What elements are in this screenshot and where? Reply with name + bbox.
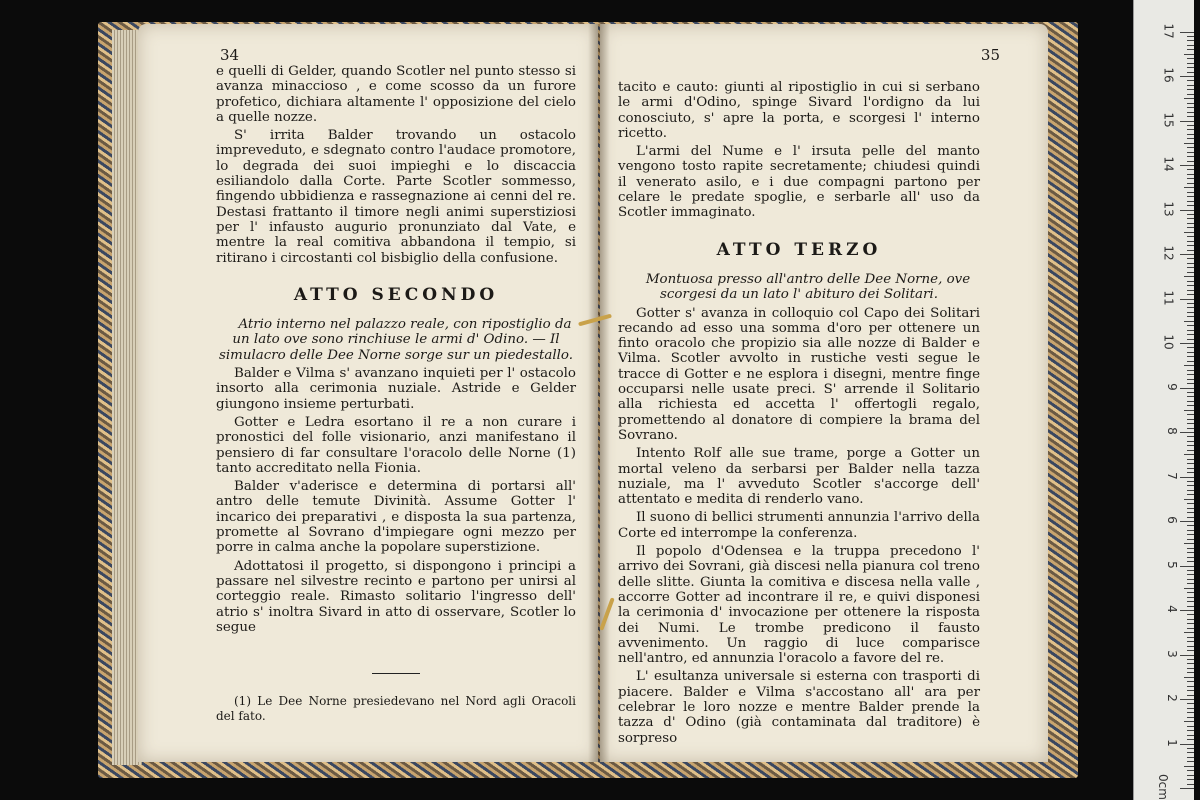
ruler-tick-minor: [1187, 712, 1194, 713]
paragraph: Gotter e Ledra esortano il re a non curare i pronostici del folle visionario, anzi manifestano il pensiero di far consultare l'oracolo delle Norne (1) tanto accreditato nella Fionia.: [216, 414, 576, 476]
ruler-tick-minor: [1187, 156, 1194, 157]
act-setting: Atrio interno nel palazzo reale, con ripostiglio da un lato ove sono rinchiuse le armi d' Odino. — Il simulacro delle Dee Norne sorge sur un piedestallo.: [219, 317, 573, 363]
ruler-tick-major: [1180, 76, 1194, 77]
ruler-tick-minor: [1187, 695, 1194, 696]
right-page-text: [618, 80, 980, 749]
ruler-tick-minor: [1187, 356, 1194, 357]
ruler-tick-minor: [1187, 396, 1194, 397]
ruler-tick-minor: [1187, 205, 1194, 206]
ruler-tick-minor: [1187, 169, 1194, 170]
ruler-tick-minor: [1187, 263, 1194, 264]
ruler-tick-minor: [1184, 588, 1194, 589]
act-title: ATTO SECONDO: [293, 284, 499, 305]
ruler-tick-minor: [1187, 339, 1194, 340]
ruler-tick-minor: [1187, 103, 1194, 104]
paragraph: Adottatosi il progetto, si dispongono i principi a passare nel silvestre recinto e partono per unirsi al corteggio reale. Rimasto solitario l'ingresso dell' atrio s' inoltra Sivard in atto di osservare, Scotler lo segue: [216, 558, 576, 635]
ruler-tick-minor: [1187, 548, 1194, 549]
ruler-tick-minor: [1187, 281, 1194, 282]
paragraph: e quelli di Gelder, quando Scotler nel punto stesso si avanza minaccioso , e come scosso da un furore profetico, dichiara altamente l' opposizione del cielo a quelle nozze.: [216, 64, 576, 125]
ruler-tick-minor: [1187, 361, 1194, 362]
ruler-tick-minor: [1187, 784, 1194, 785]
ruler-tick-minor: [1187, 201, 1194, 202]
ruler-tick-minor: [1184, 499, 1194, 500]
ruler-tick-minor: [1187, 472, 1194, 473]
ruler-tick-minor: [1187, 775, 1194, 776]
ruler-tick-minor: [1187, 641, 1194, 642]
ruler-tick-minor: [1187, 196, 1194, 197]
ruler-tick-minor: [1187, 89, 1194, 90]
ruler-tick-minor: [1187, 445, 1194, 446]
ruler-tick-minor: [1187, 628, 1194, 629]
ruler-tick-minor: [1187, 307, 1194, 308]
ruler-tick-minor: [1187, 414, 1194, 415]
ruler-tick-minor: [1187, 40, 1194, 41]
ruler-tick-minor: [1187, 508, 1194, 509]
ruler-tick-minor: [1187, 583, 1194, 584]
ruler-tick-major: [1180, 121, 1194, 122]
ruler-tick-minor: [1187, 614, 1194, 615]
ruler-tick-minor: [1187, 646, 1194, 647]
ruler-tick-minor: [1187, 383, 1194, 384]
ruler-tick-minor: [1187, 330, 1194, 331]
ruler-tick-minor: [1184, 98, 1194, 99]
ruler-tick-minor: [1187, 303, 1194, 304]
ruler-label: 12: [1161, 245, 1176, 261]
ruler-tick-minor: [1187, 717, 1194, 718]
page-number-left: 34: [220, 46, 240, 64]
ruler-label: 3: [1165, 649, 1180, 658]
ruler-label: 11: [1161, 289, 1176, 306]
ruler-tick-minor: [1187, 294, 1194, 295]
ruler-tick-minor: [1184, 543, 1194, 544]
ruler-tick-minor: [1187, 708, 1194, 709]
ruler-tick-minor: [1187, 352, 1194, 353]
ruler-label: 1: [1165, 738, 1180, 747]
ruler-tick-minor: [1187, 681, 1194, 682]
ruler-tick-minor: [1184, 232, 1194, 233]
ruler-tick-minor: [1187, 236, 1194, 237]
ruler-label: 5: [1165, 560, 1180, 569]
ruler-tick-minor: [1187, 183, 1194, 184]
ruler-tick-minor: [1187, 752, 1194, 753]
ruler-tick-minor: [1187, 94, 1194, 95]
ruler-tick-minor: [1187, 579, 1194, 580]
ruler-tick-minor: [1187, 58, 1194, 59]
ruler-tick-minor: [1187, 459, 1194, 460]
ruler-tick-minor: [1187, 161, 1194, 162]
paragraph: Balder e Vilma s' avanzano inquieti per l' ostacolo insorto alla cerimonia nuziale. Astride e Gelder giungono insieme perturbati.: [216, 366, 576, 412]
ruler-tick-minor: [1187, 512, 1194, 513]
ruler-tick-major: [1180, 299, 1194, 300]
paragraph: tacito e cauto: giunti al ripostiglio in cui si serbano le armi d'Odino, spinge Sivard l'ordigno da lui conosciuto, s' apre la porta, e scorgesi l' interno ricetto.: [618, 80, 980, 141]
ruler-label: 13: [1161, 200, 1176, 217]
ruler-tick-minor: [1187, 606, 1194, 607]
ruler-tick-major: [1180, 744, 1194, 745]
ruler-tick-minor: [1187, 463, 1194, 464]
ruler-tick-minor: [1187, 192, 1194, 193]
ruler-tick-major: [1180, 477, 1194, 478]
ruler-tick-minor: [1187, 45, 1194, 46]
act-title: ATTO TERZO: [716, 239, 882, 260]
ruler-tick-minor: [1187, 494, 1194, 495]
ruler-tick-minor: [1187, 258, 1194, 259]
ruler-tick-minor: [1187, 428, 1194, 429]
ruler-tick-minor: [1187, 574, 1194, 575]
ruler-tick-minor: [1187, 125, 1194, 126]
ruler-tick-minor: [1187, 423, 1194, 424]
ruler-tick-minor: [1187, 241, 1194, 242]
ruler-tick-major: [1180, 655, 1194, 656]
ruler-label: 16: [1161, 67, 1176, 83]
ruler-tick-minor: [1187, 485, 1194, 486]
ruler-tick-minor: [1187, 623, 1194, 624]
ruler-tick-minor: [1187, 285, 1194, 286]
ruler-tick-minor: [1187, 392, 1194, 393]
ruler-tick-minor: [1187, 668, 1194, 669]
ruler-tick-minor: [1187, 770, 1194, 771]
ruler-tick-minor: [1187, 178, 1194, 179]
ruler-tick-minor: [1184, 143, 1194, 144]
paragraph: Balder v'aderisce e determina di portarsi all' antro delle temute Divinità. Assume Gotter l' incarico dei preparativi , e disposta la sua partenza, promette al Sovrano d'impiegare ogni mezzo per porre in calma anche la popolare superstizione.: [216, 479, 576, 556]
ruler-tick-minor: [1187, 401, 1194, 402]
ruler-tick-minor: [1187, 570, 1194, 571]
ruler-tick-minor: [1187, 405, 1194, 406]
ruler-tick-minor: [1187, 441, 1194, 442]
ruler-tick-minor: [1187, 374, 1194, 375]
ruler-tick-minor: [1187, 779, 1194, 780]
ruler-tick-major: [1180, 610, 1194, 611]
ruler-tick-minor: [1187, 250, 1194, 251]
ruler-tick-minor: [1187, 517, 1194, 518]
ruler-tick-minor: [1187, 663, 1194, 664]
ruler-tick-minor: [1187, 63, 1194, 64]
ruler-tick-minor: [1187, 419, 1194, 420]
ruler-tick-minor: [1184, 766, 1194, 767]
ruler-tick-minor: [1187, 748, 1194, 749]
ruler-tick-minor: [1187, 468, 1194, 469]
book-gutter: [588, 24, 610, 762]
paragraph: Gotter s' avanza in colloquio col Capo dei Solitari recando ad esso una somma d'oro per ottenere un finto oracolo che propizio sia alle nozze di Balder e Vilma. Scotler avvolto in rustiche vesti segue le tracce di Gotter e ne esplora i disegni, mentre finge occuparsi nelle usate preci. S' arrende il Solitario alla richiesta ed accetta l' offertogli regalo, promettendo al donatore di compiere la brama del Sovrano.: [618, 305, 980, 443]
ruler-tick-minor: [1184, 677, 1194, 678]
paragraph: Il suono di bellici strumenti annunzia l'arrivo della Corte ed interrompe la conferenza.: [618, 510, 980, 541]
ruler-tick-minor: [1187, 116, 1194, 117]
ruler-tick-minor: [1187, 481, 1194, 482]
paragraph: Intento Rolf alle sue trame, porge a Gotter un mortal veleno da serbarsi per Balder nella tazza nuziale, ma l' avveduto Scotler s'accorge dell' attentato e medita di renderlo vano.: [618, 446, 980, 508]
paragraph: L' esultanza universale si esterna con trasporti di piacere. Balder e Vilma s'accostano all' ara per celebrar le loro nozze e mentre Balder prende la tazza d' Odino (già contaminata dal traditore) è sorpreso: [618, 669, 980, 746]
ruler-tick-major: [1180, 388, 1194, 389]
ruler-tick-minor: [1187, 730, 1194, 731]
ruler-tick-minor: [1184, 454, 1194, 455]
ruler-tick-minor: [1184, 632, 1194, 633]
ruler-tick-minor: [1187, 735, 1194, 736]
ruler-label: 2: [1165, 694, 1180, 702]
ruler-tick-minor: [1187, 138, 1194, 139]
ruler-tick-minor: [1184, 410, 1194, 411]
ruler-tick-minor: [1187, 312, 1194, 313]
ruler-tick-major: [1180, 343, 1194, 344]
ruler-tick-major: [1180, 521, 1194, 522]
ruler-tick-minor: [1187, 152, 1194, 153]
ruler-tick-minor: [1187, 757, 1194, 758]
ruler-tick-minor: [1187, 703, 1194, 704]
ruler-tick-minor: [1187, 267, 1194, 268]
ruler-tick-minor: [1187, 601, 1194, 602]
ruler-tick-minor: [1187, 85, 1194, 86]
ruler-label: 15: [1161, 111, 1176, 128]
ruler-tick-minor: [1187, 552, 1194, 553]
ruler-label: 8: [1165, 427, 1180, 435]
footnote: (1) Le Dee Norne presiedevano nel Nord agli Oracoli del fato.: [216, 694, 576, 724]
ruler-tick-minor: [1187, 316, 1194, 317]
ruler-tick-minor: [1187, 112, 1194, 113]
ruler-label: 10: [1161, 334, 1176, 350]
ruler-tick-minor: [1187, 67, 1194, 68]
ruler-tick-minor: [1187, 561, 1194, 562]
ruler-tick-minor: [1184, 187, 1194, 188]
paragraph: L'armi del Nume e l' irsuta pelle del manto vengono tosto rapite secretamente; chiudesi quindi il venerato asilo, e i due compagni partono per celare le predate spoglie, e serbarle all' uso da Scotler immaginato.: [618, 144, 980, 221]
ruler-tick-major: [1180, 210, 1194, 211]
ruler-tick-minor: [1184, 321, 1194, 322]
ruler-tick-minor: [1187, 147, 1194, 148]
page-number-right: 35: [980, 46, 1000, 64]
ruler-tick-minor: [1187, 370, 1194, 371]
ruler-tick-minor: [1187, 592, 1194, 593]
ruler-label: 6: [1165, 516, 1180, 524]
ruler-tick-minor: [1187, 272, 1194, 273]
ruler-tick-minor: [1187, 739, 1194, 740]
ruler-label: 9: [1165, 382, 1180, 391]
ruler-tick-minor: [1187, 503, 1194, 504]
paragraph: Il popolo d'Odensea e la truppa precedono l' arrivo dei Sovrani, già discesi nella pianura col treno delle slitte. Giunta la comitiva e discesa nella valle , accorre Gotter ad incontrare il re, e quivi disponesi la cerimonia d' invocazione per ottenere la risposta dei Numi. Le trombe predicono il fausto avvenimento. Un raggio di luce comparisce nell'antro, ed annunzia l'oracolo a favore del re.: [618, 544, 980, 667]
ruler-tick-major: [1180, 254, 1194, 255]
left-page-text: [216, 64, 576, 728]
ruler-tick-minor: [1187, 379, 1194, 380]
ruler-tick-minor: [1187, 245, 1194, 246]
ruler-tick-minor: [1187, 129, 1194, 130]
ruler-tick-minor: [1187, 347, 1194, 348]
ruler-tick-major: [1180, 32, 1194, 33]
ruler-tick-minor: [1187, 530, 1194, 531]
ruler-label: 17: [1161, 22, 1176, 39]
ruler-tick-major: [1180, 788, 1194, 789]
ruler-tick-minor: [1187, 36, 1194, 37]
ruler-label: 7: [1165, 471, 1180, 480]
ruler-tick-minor: [1187, 619, 1194, 620]
ruler-tick-minor: [1184, 276, 1194, 277]
ruler-tick-minor: [1184, 721, 1194, 722]
ruler-tick-minor: [1187, 534, 1194, 535]
ruler-tick-minor: [1187, 490, 1194, 491]
ruler-tick-minor: [1187, 450, 1194, 451]
ruler-tick-minor: [1187, 525, 1194, 526]
left-page: [138, 24, 598, 762]
ruler-tick-minor: [1187, 761, 1194, 762]
ruler-tick-minor: [1187, 686, 1194, 687]
ruler-tick-minor: [1187, 334, 1194, 335]
ruler-label: 14: [1161, 156, 1176, 172]
right-page: [600, 24, 1048, 762]
ruler-tick-minor: [1187, 227, 1194, 228]
ruler-tick-minor: [1184, 365, 1194, 366]
ruler-tick-minor: [1187, 539, 1194, 540]
measurement-ruler: [1133, 0, 1194, 800]
ruler-label: 4: [1165, 605, 1180, 613]
ruler-tick-minor: [1187, 325, 1194, 326]
paragraph: S' irrita Balder trovando un ostacolo impreveduto, e sdegnato contro l'audace promotore, lo degrada dei suoi impieghi e lo discaccia esiliandolo dalla Corte. Parte Scotler sommesso, fingendo ubbidienza e rassegnazione ai cenni del re. Destasi frattanto il timore negli animi superstiziosi per l' infausto augurio pronunziato dal Vate, e mentre la real comitiva abbandona il tempio, si ritirano i circostanti col bisbiglio della confusione.: [216, 128, 576, 266]
act-setting: Montuosa presso all'antro delle Dee Norne, ove scorgesi da un lato l' abituro dei Solitari.: [645, 271, 971, 303]
footnote-divider: [372, 673, 420, 674]
ruler-tick-minor: [1187, 650, 1194, 651]
ruler-tick-minor: [1187, 436, 1194, 437]
ruler-tick-minor: [1187, 223, 1194, 224]
ruler-label: 0cm: [1156, 774, 1171, 800]
ruler-tick-minor: [1187, 49, 1194, 50]
ruler-tick-major: [1180, 432, 1194, 433]
ruler-tick-minor: [1187, 290, 1194, 291]
ruler-tick-minor: [1187, 637, 1194, 638]
ruler-tick-minor: [1187, 214, 1194, 215]
ruler-tick-major: [1180, 699, 1194, 700]
ruler-tick-minor: [1187, 107, 1194, 108]
ruler-tick-major: [1180, 566, 1194, 567]
ruler-tick-minor: [1184, 54, 1194, 55]
ruler-tick-minor: [1187, 690, 1194, 691]
ruler-tick-minor: [1187, 726, 1194, 727]
ruler-tick-minor: [1187, 218, 1194, 219]
ruler-tick-minor: [1187, 174, 1194, 175]
ruler-tick-minor: [1187, 80, 1194, 81]
ruler-tick-major: [1180, 165, 1194, 166]
ruler-tick-minor: [1187, 672, 1194, 673]
ruler-tick-minor: [1187, 557, 1194, 558]
ruler-tick-minor: [1187, 72, 1194, 73]
ruler-tick-minor: [1187, 597, 1194, 598]
ruler-tick-minor: [1187, 659, 1194, 660]
ruler-tick-minor: [1187, 134, 1194, 135]
